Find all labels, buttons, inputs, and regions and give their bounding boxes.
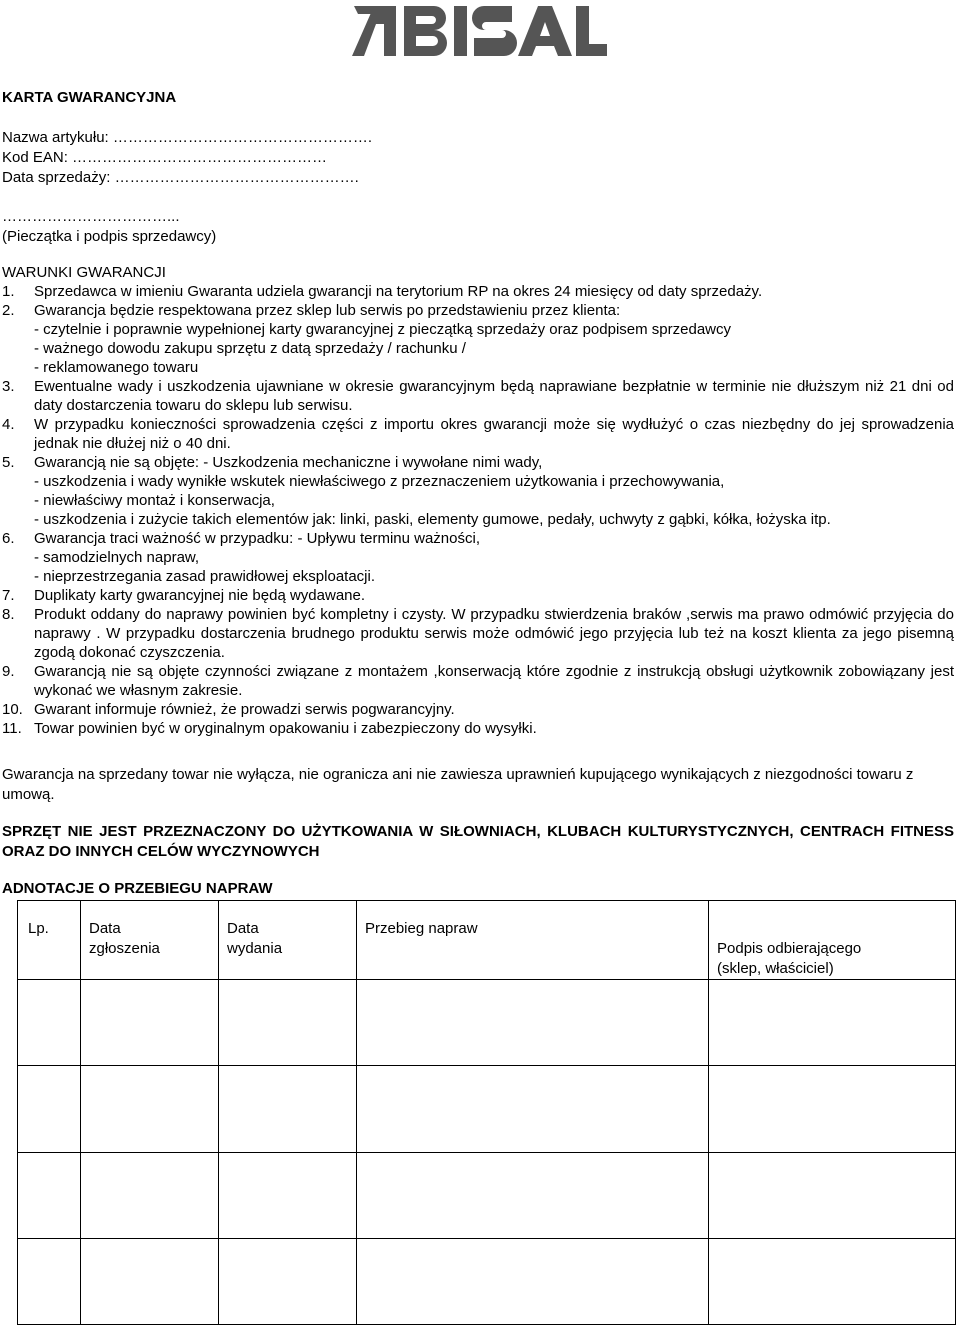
repairs-table: [17, 900, 956, 1325]
condition-text: Gwarant informuje również, że prowadzi serwis pogwarancyjny.: [34, 701, 455, 718]
table-row: [18, 1066, 956, 1152]
field-label: Kod EAN:: [2, 149, 68, 166]
condition-text: Sprzedawca w imieniu Gwaranta udziela gwarancji na terytorium RP na okres 24 miesięcy od daty sprzedaży.: [34, 283, 763, 300]
condition-subitem: - czytelnie i poprawnie wypełnionej karty gwarancyjnej z pieczątką sprzedaży oraz podpisem sprzedawcy: [34, 321, 731, 338]
condition-number: 9.: [2, 663, 15, 680]
seller-stamp: [2, 207, 216, 247]
condition-item: [2, 453, 954, 472]
field-sale-date: [2, 168, 372, 188]
column-header-signature: Podpis odbierającego (sklep, właściciel): [709, 901, 956, 980]
table-cell[interactable]: [81, 1238, 219, 1324]
condition-text: W przypadku konieczności sprowadzenia części z importu okres gwarancji może się wydłużyć o czas niezbędny do jej sprowadzenia jednak nie dłużej niż o 40 dni.: [34, 416, 954, 452]
table-cell[interactable]: [709, 1066, 956, 1152]
table-cell[interactable]: [709, 1238, 956, 1324]
conditions-title: WARUNKI GWARANCJI: [2, 264, 166, 281]
condition-item: [2, 301, 954, 320]
table-cell[interactable]: [219, 1152, 357, 1238]
condition-number: 6.: [2, 530, 15, 547]
condition-text: Gwarancja traci ważność w przypadku: - Upływu terminu ważności,: [34, 530, 480, 547]
condition-subitem: - samodzielnych napraw,: [34, 549, 200, 566]
table-cell[interactable]: [81, 980, 219, 1066]
table-cell[interactable]: [18, 1152, 81, 1238]
stamp-dots: ……………………………...: [2, 208, 180, 225]
condition-subitem: - niewłaściwy montaż i konserwacja,: [34, 492, 275, 509]
condition-item: [2, 529, 954, 548]
usage-warning: SPRZĘT NIE JEST PRZEZNACZONY DO UŻYTKOWANIA W SIŁOWNIACH, KLUBACH KULTURYSTYCZNYCH, CENTRACH FITNESS ORAZ DO INNYCH CELÓW WYCZYNOWYCH: [2, 823, 954, 860]
condition-item: [2, 282, 954, 301]
condition-item: [2, 377, 954, 415]
condition-subitem: - reklamowanego towaru: [34, 359, 199, 376]
condition-item: [2, 415, 954, 453]
table-cell[interactable]: [709, 1152, 956, 1238]
condition-number: 10.: [2, 701, 23, 718]
table-row: [18, 1238, 956, 1324]
table-cell[interactable]: [357, 1152, 709, 1238]
field-dots: …………………………………………….: [112, 129, 373, 146]
condition-item: [2, 586, 954, 605]
condition-number: 4.: [2, 416, 15, 433]
table-cell[interactable]: [219, 1066, 357, 1152]
column-header-repair-log: Przebieg napraw: [357, 901, 709, 980]
condition-subitem: - uszkodzenia i zużycie takich elementów jak: linki, paski, elementy gumowe, pedały, uchwyty z gąbki, kółka, łożyska itp.: [34, 511, 831, 528]
condition-number: 3.: [2, 378, 15, 395]
repairs-title: ADNOTACJE O PRZEBIEGU NAPRAW: [2, 880, 273, 897]
table-cell[interactable]: [357, 980, 709, 1066]
condition-number: 8.: [2, 606, 15, 623]
table-cell[interactable]: [709, 980, 956, 1066]
condition-item: [2, 719, 954, 738]
condition-subitem: - uszkodzenia i wady wynikłe wskutek niewłaściwego z przeznaczeniem użytkowania i przechowywania,: [34, 473, 725, 490]
condition-text: Gwarancją nie są objęte czynności związane z montażem ,konserwacją które zgodnie z instrukcją obsługi użytkownik zobowiązany jest wykonać we własnym zakresie.: [34, 663, 954, 699]
field-ean: [2, 148, 372, 168]
column-header-release-date: Data wydania: [219, 901, 357, 980]
condition-subitem: - ważnego dowodu zakupu sprzętu z datą sprzedaży / rachunku /: [34, 340, 466, 357]
column-header-report-date: Data zgłoszenia: [81, 901, 219, 980]
table-header-row: [18, 901, 956, 980]
sale-fields: [2, 128, 372, 188]
table-cell[interactable]: [81, 1152, 219, 1238]
table-cell[interactable]: [219, 1238, 357, 1324]
condition-text: Gwarancją nie są objęte: - Uszkodzenia mechaniczne i wywołane nimi wady,: [34, 454, 543, 471]
bisal-logo: [350, 4, 608, 58]
table-cell[interactable]: [18, 980, 81, 1066]
table-cell[interactable]: [18, 1238, 81, 1324]
condition-number: 1.: [2, 283, 15, 300]
condition-text: Ewentualne wady i uszkodzenia ujawniane w okresie gwarancyjnym będą naprawiane bezpłatnie w terminie nie dłuższym niż 21 dni od daty dostarczenia towaru do sklepu lub serwisu.: [34, 378, 954, 414]
field-label: Nazwa artykułu:: [2, 129, 109, 146]
field-label: Data sprzedaży:: [2, 169, 111, 186]
table-cell[interactable]: [357, 1066, 709, 1152]
field-product-name: [2, 128, 372, 148]
table-row: [18, 1152, 956, 1238]
table-cell[interactable]: [357, 1238, 709, 1324]
column-header-lp: Lp.: [18, 901, 81, 980]
condition-text: Towar powinien być w oryginalnym opakowaniu i zabezpieczony do wysyłki.: [34, 720, 537, 737]
condition-text: Duplikaty karty gwarancyjnej nie będą wydawane.: [34, 587, 366, 604]
condition-text: Produkt oddany do naprawy powinien być kompletny i czysty. W przypadku stwierdzenia braków ,serwis ma prawo odmówić przyjęcia do naprawy . W przypadku dostarczenia brudnego produktu serwis może odmówić jego przyjęcia lub też na koszt klienta za jego pisemną zgodą dokonać czyszczenia.: [34, 606, 954, 661]
condition-item: [2, 662, 954, 700]
condition-subitem: - nieprzestrzegania zasad prawidłowej eksploatacji.: [34, 568, 376, 585]
bisal-logo-mark: [350, 4, 608, 58]
table-cell[interactable]: [18, 1066, 81, 1152]
stamp-label: (Pieczątka i podpis sprzedawcy): [2, 228, 217, 245]
condition-number: 11.: [2, 720, 22, 737]
table-cell[interactable]: [81, 1066, 219, 1152]
field-dots: ……………………………………………: [72, 149, 328, 166]
condition-text: Gwarancja będzie respektowana przez sklep lub serwis po przedstawieniu przez klienta:: [34, 302, 621, 319]
document-title: KARTA GWARANCYJNA: [2, 89, 177, 106]
table-row: [18, 980, 956, 1066]
table-cell[interactable]: [219, 980, 357, 1066]
condition-number: 2.: [2, 302, 15, 319]
warranty-conditions: [2, 263, 954, 738]
consumer-rights-note: Gwarancja na sprzedany towar nie wyłącza, nie ogranicza ani nie zawiesza uprawnień kupującego wynikających z niezgodności towaru z umową.: [2, 766, 914, 803]
field-dots: ………………………………………….: [114, 169, 359, 186]
condition-number: 5.: [2, 454, 15, 471]
condition-item: [2, 605, 954, 662]
condition-number: 7.: [2, 587, 15, 604]
condition-item: [2, 700, 954, 719]
